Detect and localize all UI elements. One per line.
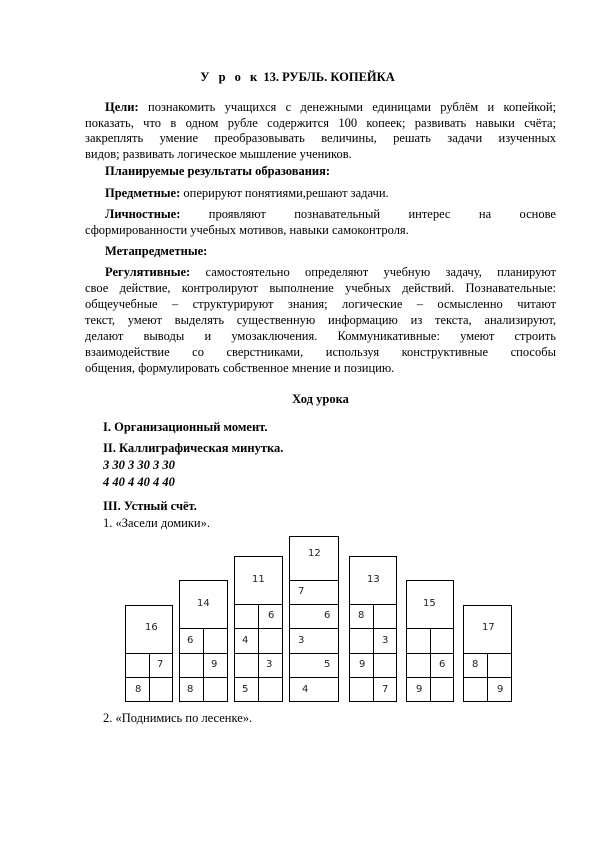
task-2: 2. «Поднимись по лесенке». (103, 711, 253, 725)
house-cell[interactable] (349, 677, 374, 702)
lesson-title (0, 70, 595, 85)
house-cell-number: 5 (324, 659, 331, 670)
house-cell[interactable] (258, 677, 283, 702)
regulatory-text-2: свое действие, контролируют выполнение учебных действий. Познавательные: (85, 281, 556, 295)
house-cell[interactable] (487, 653, 512, 678)
calligraphy-row-1: 3 30 3 30 3 30 (103, 458, 175, 472)
house-cell-number: 6 (324, 610, 331, 621)
house-cell-number: 8 (358, 610, 365, 621)
house-cell[interactable] (234, 628, 259, 654)
regulatory-line-1 (105, 265, 556, 281)
house-cell[interactable] (149, 677, 173, 702)
house-roof-number: 14 (197, 598, 210, 609)
section-3: III. Устный счёт. (103, 499, 197, 513)
personal-word-5: основе (519, 207, 556, 221)
house-cell[interactable] (149, 653, 173, 678)
house-cell[interactable] (289, 677, 339, 702)
house-cell[interactable] (234, 604, 259, 629)
goals-line-4 (85, 147, 556, 163)
personal-label: Личностные: (105, 207, 181, 221)
house-cell[interactable] (258, 604, 283, 629)
house-roof-cell (179, 580, 228, 629)
house-cell[interactable] (487, 677, 512, 702)
house-roof-cell (463, 605, 512, 654)
house-roof-number: 17 (482, 622, 495, 633)
goals-text-3: закреплять умение преобразовывать величины, решать задачи изученных (85, 131, 556, 145)
goals-text-1: познакомить учащихся с денежными единицами рублём и копейкой; (148, 100, 557, 114)
house-roof-cell (289, 536, 339, 581)
house-cell-number: 4 (242, 635, 249, 646)
regulatory-text-6: взаимодействие со сверстниками, используя конструктивные способы (85, 345, 556, 359)
house-cell[interactable] (125, 677, 150, 702)
house-cell[interactable] (373, 677, 397, 702)
personal-line-2 (85, 223, 556, 239)
regulatory-text-4: текст, умеют выделять существенную информацию из текста, анализируют, (85, 313, 556, 327)
meta-results (105, 244, 556, 260)
personal-word-4: на (478, 207, 492, 221)
house-cell[interactable] (203, 653, 228, 678)
personal-word-3: интерес (408, 207, 451, 221)
personal-text: сформированности учебных мотивов, навыки самоконтроля. (85, 223, 409, 237)
house-cell-number: 3 (298, 635, 305, 646)
house-cell[interactable] (406, 677, 431, 702)
personal-line-1 (105, 207, 556, 223)
house-cell[interactable] (373, 628, 397, 654)
regulatory-text-7: общения, формулировать собственное мнение и позицию. (85, 361, 395, 375)
house-cell[interactable] (406, 628, 431, 654)
house-cell-number: 6 (268, 610, 275, 621)
house-cell[interactable] (179, 628, 204, 654)
lesson-name: 13. РУБЛЬ. КОПЕЙКА (263, 70, 395, 84)
house-roof-cell (125, 605, 173, 654)
house-cell-number: 7 (298, 586, 305, 597)
house-cell-number: 6 (439, 659, 446, 670)
house-cell[interactable] (430, 628, 454, 654)
personal-word-2: познавательный (294, 207, 381, 221)
house-cell-number: 8 (135, 684, 142, 695)
house-cell[interactable] (203, 628, 228, 654)
house-cell[interactable] (234, 677, 259, 702)
house-cell-number: 9 (359, 659, 366, 670)
subject-label: Предметные: (105, 186, 181, 200)
house-cell-number: 9 (497, 684, 504, 695)
house-cell[interactable] (349, 628, 374, 654)
house-cell[interactable] (430, 677, 454, 702)
house-roof-number: 13 (367, 574, 380, 585)
house-roof-number: 12 (308, 548, 321, 559)
house-cell-number: 7 (382, 684, 389, 695)
house-cell[interactable] (349, 604, 374, 629)
course-heading: Ход урока (292, 392, 349, 406)
section-2: II. Каллиграфическая минутка. (103, 441, 284, 455)
house-cell[interactable] (373, 653, 397, 678)
house-roof-cell (349, 556, 397, 605)
house-cell[interactable] (125, 653, 150, 678)
house-cell-number: 3 (382, 635, 389, 646)
house-cell[interactable] (463, 677, 488, 702)
goals-line-2 (85, 116, 556, 132)
goals-text-2: показать, что в одном рубле содержится 100 копеек; развивать навыки счёта; (85, 115, 556, 130)
house-cell[interactable] (258, 628, 283, 654)
personal-word-1: проявляют (208, 207, 266, 221)
house-cell[interactable] (289, 653, 339, 678)
regulatory-label: Регулятивные: (105, 265, 191, 279)
regulatory-line-5 (85, 329, 556, 345)
house-roof-cell (406, 580, 454, 629)
house-cell[interactable] (179, 677, 204, 702)
regulatory-text-5: делают выводы и умозаключения. Коммуникативные: умеют строить (85, 329, 556, 343)
house-cell-number: 8 (187, 684, 194, 695)
house-roof-number: 11 (252, 574, 265, 585)
regulatory-line-7 (85, 361, 556, 377)
house-cell[interactable] (430, 653, 454, 678)
house-cell-number: 9 (416, 684, 423, 695)
house-cell-number: 4 (302, 684, 309, 695)
goals-label: Цели: (105, 100, 139, 114)
house-cell[interactable] (203, 677, 228, 702)
house-cell-number: 3 (266, 659, 273, 670)
goals-line-3 (85, 131, 556, 147)
goals-line-1 (105, 100, 556, 116)
regulatory-line-4 (85, 313, 556, 329)
goals-text-4: видов; развивать логическое мышление учеников. (85, 146, 352, 161)
regulatory-line-6 (85, 345, 556, 361)
house-cell[interactable] (289, 580, 339, 605)
section-1: I. Организационный момент. (103, 420, 268, 434)
house-cell[interactable] (258, 653, 283, 678)
house-cell[interactable] (373, 604, 397, 629)
task-1: 1. «Засели домики». (103, 516, 210, 530)
house-cell-number: 9 (211, 659, 218, 670)
house-cell[interactable] (289, 628, 339, 654)
regulatory-text-3: общеучебные – структурируют знания; логические – осмысленно читают (85, 297, 556, 311)
house-cell[interactable] (179, 653, 204, 678)
house-cell[interactable] (349, 653, 374, 678)
lesson-prefix: У р о к (200, 70, 261, 84)
subject-text: оперируют понятиями,решают задачи. (180, 186, 389, 200)
house-cell-number: 8 (472, 659, 479, 670)
subject-results (105, 186, 556, 202)
regulatory-line-2 (85, 281, 556, 297)
house-cell[interactable] (406, 653, 431, 678)
meta-label: Метапредметные: (105, 244, 208, 258)
house-cell[interactable] (234, 653, 259, 678)
house-cell[interactable] (463, 653, 488, 678)
regulatory-text-1: самостоятельно определяют учебную задачу, планируют (190, 265, 556, 279)
planned-results (105, 164, 556, 180)
house-roof-cell (234, 556, 283, 605)
house-cell-number: 5 (242, 684, 249, 695)
house-roof-number: 16 (145, 622, 158, 633)
house-cell-number: 6 (187, 635, 194, 646)
planned-label: Планируемые результаты образования: (105, 164, 331, 178)
calligraphy-row-2: 4 40 4 40 4 40 (103, 475, 175, 489)
regulatory-line-3 (85, 297, 556, 313)
house-cell[interactable] (289, 604, 339, 629)
house-roof-number: 15 (423, 598, 436, 609)
house-cell-number: 7 (157, 659, 164, 670)
